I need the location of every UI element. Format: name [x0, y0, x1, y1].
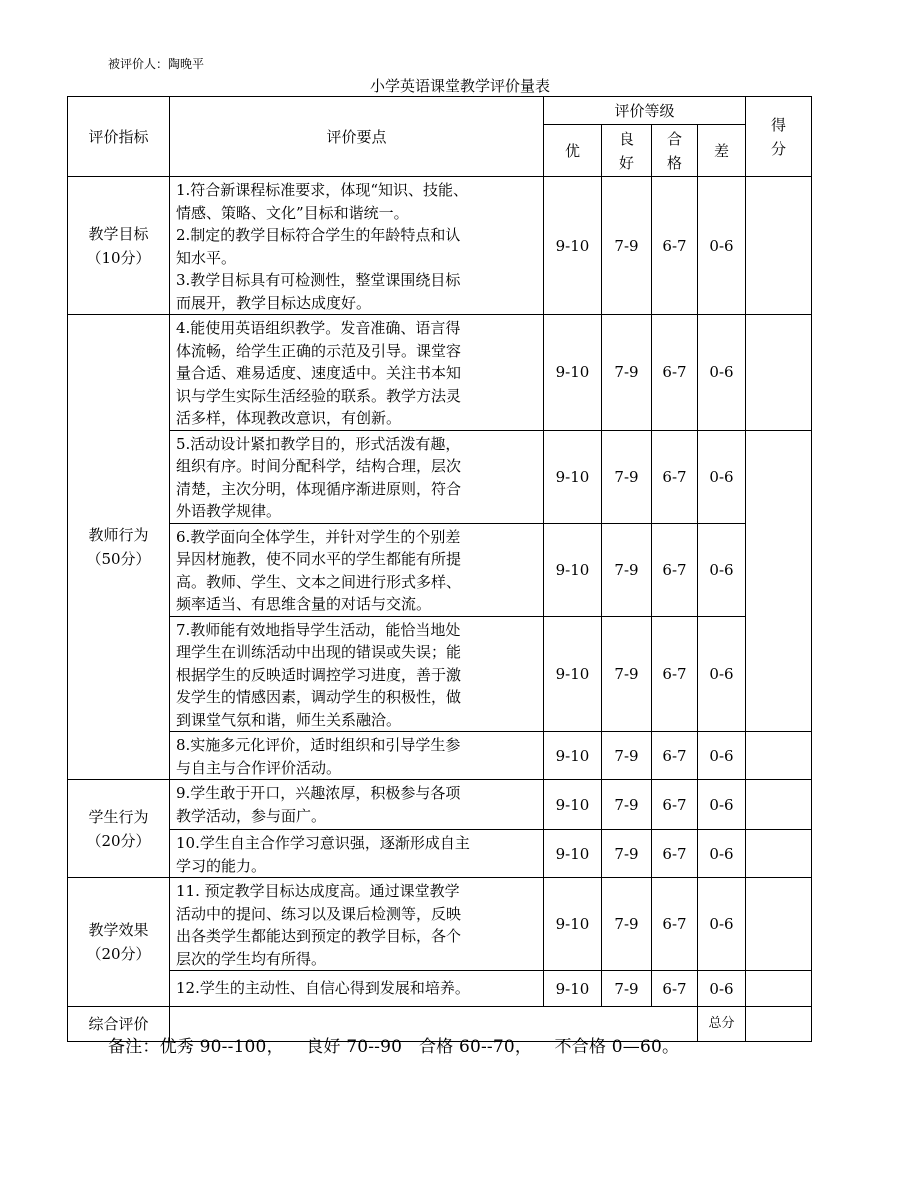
header-score	[746, 97, 812, 177]
page-title: 小学英语课堂教学评价量表	[369, 77, 550, 95]
grade-liang-range: 7-9	[602, 430, 652, 523]
category-name: 教学效果	[88, 921, 149, 939]
item-line: 9.学生敢于开口，兴趣浓厚，积极参与各项	[176, 784, 461, 802]
table-row	[68, 523, 812, 616]
header-score-2: 分	[771, 139, 787, 158]
item-description	[170, 878, 544, 971]
header-grade-hege	[652, 125, 698, 177]
item-line: 清楚，主次分明，体现循序渐进原则，符合	[176, 479, 462, 498]
category-points: （50分）	[86, 550, 151, 568]
grade-liang-range: 7-9	[602, 315, 652, 431]
grade-liang-range: 7-9	[602, 523, 652, 616]
grade-liang-range: 7-9	[602, 177, 652, 315]
score-cell[interactable]	[746, 430, 812, 732]
grade-cha-range: 0-6	[698, 616, 746, 732]
item-line: 理学生在训练活动中出现的错误或失误；能	[176, 643, 462, 661]
item-line: 高。教师、学生、文本之间进行形式多样、	[176, 572, 462, 591]
item-line: 8.实施多元化评价，适时组织和引导学生参	[176, 736, 461, 754]
item-description	[170, 177, 544, 315]
grade-liang-range: 7-9	[602, 780, 652, 830]
category-name: 教学目标	[88, 224, 149, 243]
item-line: 情感、策略、文化”目标和谐统一。	[176, 203, 409, 222]
table-row	[68, 780, 812, 830]
header-grade-liang-2: 好	[618, 153, 634, 172]
grade-cha-range: 0-6	[698, 830, 746, 878]
grade-hege-range: 6-7	[652, 830, 698, 878]
item-line: 异因材施教，使不同水平的学生都能有所提	[176, 550, 462, 568]
item-line: 频率适当、有思维含量的对话与交流。	[176, 595, 432, 613]
item-description	[170, 315, 544, 431]
grade-hege-range: 6-7	[652, 177, 698, 315]
item-line: 6.教学面向全体学生，并针对学生的个别差	[176, 527, 461, 546]
grading-note: 备注：优秀 90--100， 良好 70--90 合格 60--70， 不合格 0—60。	[108, 1037, 680, 1057]
grade-you-range: 9-10	[544, 830, 602, 878]
item-description	[170, 830, 544, 878]
grade-cha-range: 0-6	[698, 971, 746, 1007]
category-name: 教师行为	[88, 526, 149, 544]
score-cell[interactable]	[746, 732, 812, 780]
grade-you-range: 9-10	[544, 878, 602, 971]
category-points: （10分）	[86, 248, 151, 267]
header-score-1: 得	[771, 115, 787, 134]
category-points: （20分）	[86, 831, 151, 850]
table-row	[68, 971, 812, 1007]
item-line: 根据学生的反映适时调控学习进度，善于激	[176, 665, 462, 684]
grade-hege-range: 6-7	[652, 780, 698, 830]
grade-you-range: 9-10	[544, 732, 602, 780]
item-line: 3.教学目标具有可检测性，整堂课围绕目标	[176, 271, 461, 289]
item-line: 活动中的提问、练习以及课后检测等，反映	[176, 904, 462, 923]
grade-liang-range: 7-9	[602, 830, 652, 878]
item-description	[170, 780, 544, 830]
item-line: 与自主与合作评价活动。	[176, 758, 342, 777]
item-description	[170, 430, 544, 523]
grade-you-range: 9-10	[544, 780, 602, 830]
score-cell[interactable]	[746, 315, 812, 431]
score-cell[interactable]	[746, 971, 812, 1007]
grade-hege-range: 6-7	[652, 315, 698, 431]
table-row	[68, 732, 812, 780]
item-line: 12.学生的主动性、自信心得到发展和培养。	[176, 979, 470, 998]
category-teacher-behavior	[68, 315, 170, 780]
grade-cha-range: 0-6	[698, 430, 746, 523]
total-score-label: 总分	[698, 1007, 746, 1042]
header-grade-liang	[602, 125, 652, 177]
header-grade-hege-2: 格	[666, 153, 682, 172]
grade-you-range: 9-10	[544, 315, 602, 431]
category-student-behavior	[68, 780, 170, 878]
item-line: 外语教学规律。	[176, 502, 282, 520]
grade-hege-range: 6-7	[652, 732, 698, 780]
grade-you-range: 9-10	[544, 616, 602, 732]
table-row	[68, 315, 812, 431]
item-line: 学习的能力。	[176, 856, 267, 875]
summary-label: 综合评价	[68, 1007, 170, 1042]
grade-cha-range: 0-6	[698, 780, 746, 830]
item-line: 7.教师能有效地指导学生活动，能恰当地处	[176, 620, 461, 639]
grade-liang-range: 7-9	[602, 616, 652, 732]
header-grade-hege-1: 合	[666, 129, 682, 148]
header-grade-liang-1: 良	[618, 129, 634, 148]
evaluation-table	[67, 96, 812, 1042]
item-line: 组织有序。时间分配科学，结构合理，层次	[176, 457, 462, 475]
grade-cha-range: 0-6	[698, 177, 746, 315]
table-row	[68, 430, 812, 523]
item-line: 到课堂气氛和谐，师生关系融洽。	[176, 710, 402, 729]
item-line: 活多样，体现教改意识，有创新。	[176, 409, 402, 427]
category-name: 学生行为	[88, 807, 149, 826]
table-row	[68, 177, 812, 315]
item-line: 4.能使用英语组织教学。发音准确、语言得	[176, 319, 461, 337]
grade-liang-range: 7-9	[602, 732, 652, 780]
item-line: 发学生的情感因素，调动学生的积极性，做	[176, 688, 462, 706]
evaluatee-label: 被评价人：陶晚平	[108, 57, 205, 71]
item-description	[170, 732, 544, 780]
item-line: 2.制定的教学目标符合学生的年龄特点和认	[176, 226, 461, 244]
table-row	[68, 616, 812, 732]
item-line: 识与学生实际生活经验的联系。教学方法灵	[176, 386, 462, 405]
grade-you-range: 9-10	[544, 523, 602, 616]
grade-you-range: 9-10	[544, 430, 602, 523]
category-teaching-goal	[68, 177, 170, 315]
grade-cha-range: 0-6	[698, 523, 746, 616]
item-line: 知水平。	[176, 248, 237, 267]
item-line: 5.活动设计紧扣教学目的，形式活泼有趣，	[176, 434, 461, 453]
grade-hege-range: 6-7	[652, 616, 698, 732]
table-row	[68, 830, 812, 878]
grade-cha-range: 0-6	[698, 315, 746, 431]
item-line: 出各类学生都能达到预定的教学目标，各个	[176, 927, 462, 945]
total-score-field[interactable]	[746, 1007, 812, 1042]
grade-cha-range: 0-6	[698, 732, 746, 780]
grade-cha-range: 0-6	[698, 878, 746, 971]
grade-hege-range: 6-7	[652, 523, 698, 616]
item-line: 教学活动，参与面广。	[176, 806, 327, 825]
category-teaching-effect	[68, 878, 170, 1007]
item-description	[170, 523, 544, 616]
header-indicator: 评价指标	[68, 97, 170, 177]
category-points: （20分）	[86, 945, 151, 963]
grade-hege-range: 6-7	[652, 878, 698, 971]
item-line: 而展开，教学目标达成度好。	[176, 293, 372, 312]
item-description	[170, 616, 544, 732]
grade-liang-range: 7-9	[602, 878, 652, 971]
score-cell[interactable]	[746, 830, 812, 878]
grade-you-range: 9-10	[544, 971, 602, 1007]
grade-hege-range: 6-7	[652, 971, 698, 1007]
grade-you-range: 9-10	[544, 177, 602, 315]
header-row	[68, 97, 812, 125]
score-cell[interactable]	[746, 177, 812, 315]
item-description	[170, 971, 544, 1007]
item-line: 层次的学生均有所得。	[176, 949, 327, 968]
header-points: 评价要点	[170, 97, 544, 177]
item-line: 10.学生自主合作学习意识强，逐渐形成自主	[176, 834, 470, 852]
score-cell[interactable]	[746, 878, 812, 971]
header-grade-level: 评价等级	[544, 97, 746, 125]
item-line: 量合适、难易适度、速度适中。关注书本知	[176, 364, 462, 382]
item-line: 1.符合新课程标准要求，体现“知识、技能、	[176, 181, 468, 199]
grade-liang-range: 7-9	[602, 971, 652, 1007]
score-cell[interactable]	[746, 780, 812, 830]
header-grade-you: 优	[544, 125, 602, 177]
grade-hege-range: 6-7	[652, 430, 698, 523]
item-line: 11. 预定教学目标达成度高。通过课堂教学	[176, 882, 460, 900]
table-row	[68, 878, 812, 971]
item-line: 体流畅，给学生正确的示范及引导。课堂容	[176, 341, 462, 360]
header-grade-cha: 差	[698, 125, 746, 177]
